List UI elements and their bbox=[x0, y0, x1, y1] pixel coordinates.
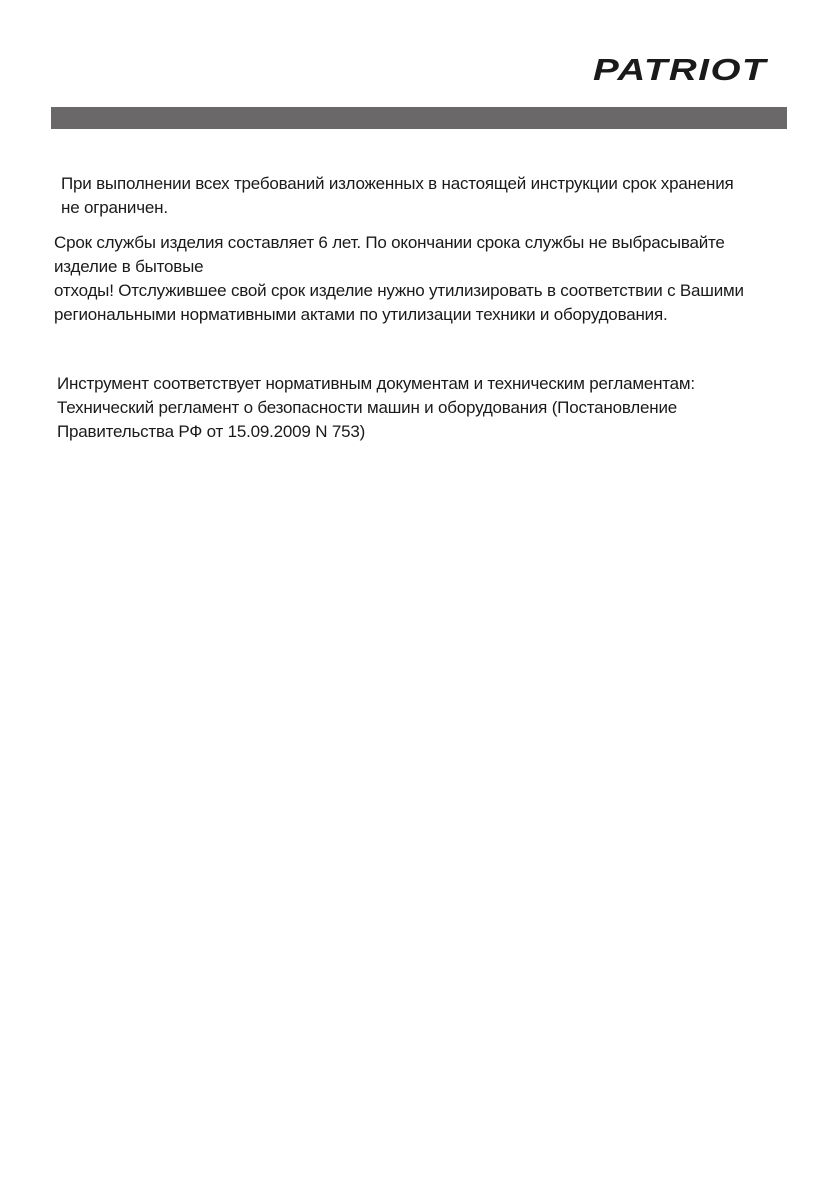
paragraph-line: Инструмент соответствует нормативным документам и техническим регламентам: bbox=[57, 374, 695, 393]
paragraph-line: Технический регламент о безопасности машин и оборудования (Постановление bbox=[57, 398, 677, 417]
storage-paragraph bbox=[61, 172, 734, 220]
paragraph-line: не ограничен. bbox=[61, 198, 168, 217]
section-header-bar bbox=[51, 107, 787, 129]
logo-text: PATRIOT bbox=[593, 52, 769, 85]
service-life-paragraph bbox=[54, 231, 744, 327]
paragraph-line: изделие в бытовые bbox=[54, 257, 204, 276]
paragraph-line: отходы! Отслужившее свой срок изделие нужно утилизировать в соответствии с Вашими bbox=[54, 281, 744, 300]
patriot-logo bbox=[591, 51, 769, 85]
paragraph-line: региональными нормативными актами по утилизации техники и оборудования. bbox=[54, 305, 668, 324]
paragraph-line: При выполнении всех требований изложенных в настоящей инструкции срок хранения bbox=[61, 174, 734, 193]
paragraph-line: Срок службы изделия составляет 6 лет. По окончании срока службы не выбрасывайте bbox=[54, 233, 725, 252]
paragraph-line: Правительства РФ от 15.09.2009 N 753) bbox=[57, 422, 366, 441]
compliance-paragraph bbox=[57, 372, 695, 444]
